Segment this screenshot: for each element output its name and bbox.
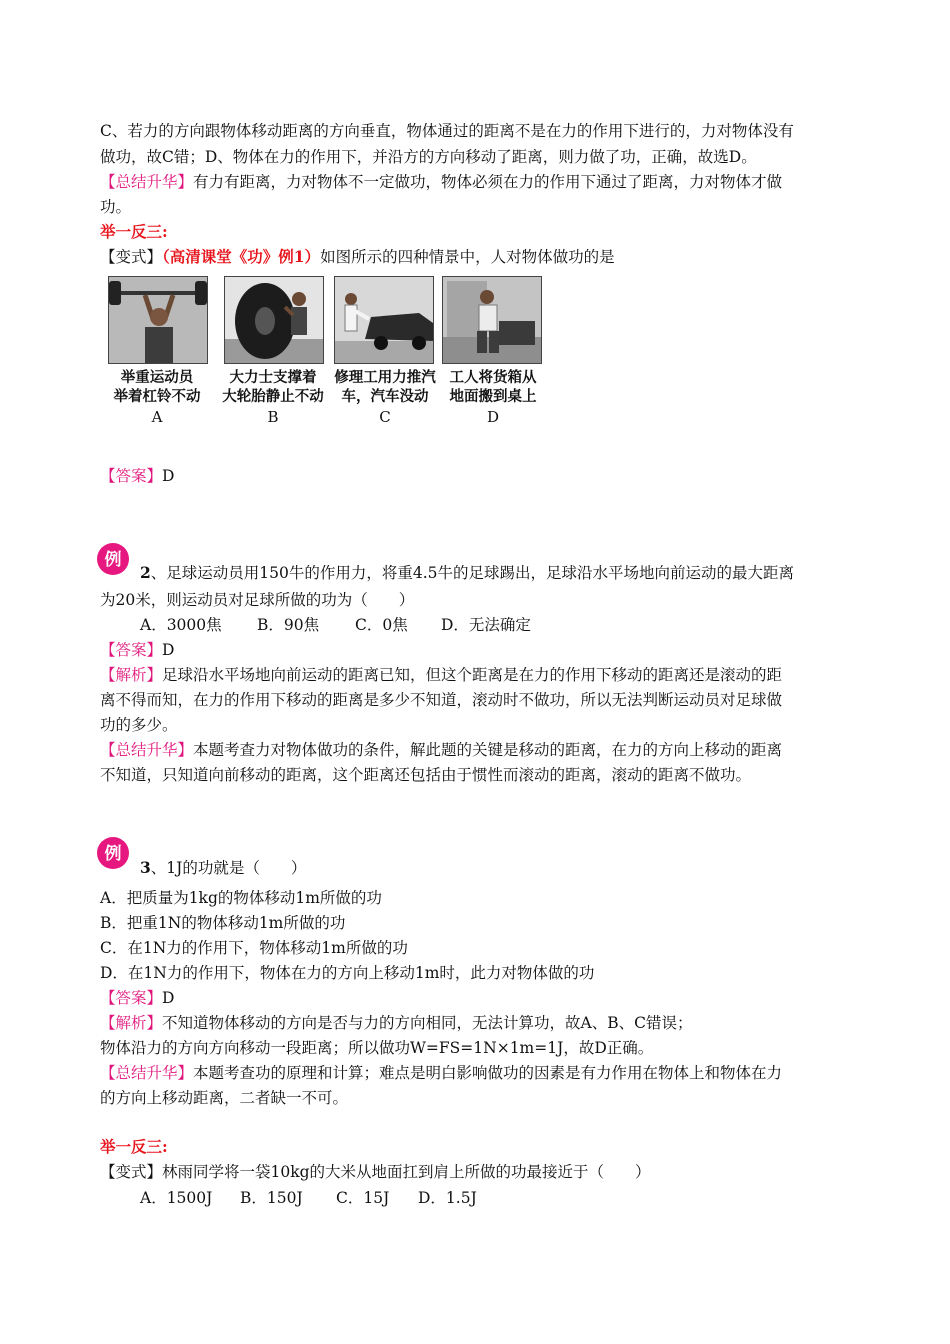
- question-text: 林雨同学将一袋10kg的大米从地面扛到肩上所做的功最接近于（ ）: [162, 1163, 651, 1181]
- option-a: A．3000焦: [140, 616, 222, 634]
- option-letter-c: C: [379, 408, 391, 426]
- example-number: 2: [140, 563, 151, 582]
- option-letter-a: A: [151, 408, 163, 426]
- analysis-text: 物体沿力的方向方向移动一段距离；所以做功W=FS=1N×1m=1J，故D正确。: [100, 1039, 654, 1057]
- scenario-figure: [108, 276, 548, 426]
- question-text: 为20米，则运动员对足球所做的功为（ ）: [100, 591, 415, 609]
- badge-text: 例: [104, 844, 122, 864]
- caption-line: 修理工用力推汽: [334, 369, 436, 386]
- option-letter-d: D: [486, 408, 500, 426]
- variant-label: 【变式】: [100, 248, 163, 266]
- analysis-paragraph: [100, 664, 860, 686]
- practice-heading: 举一反三:: [100, 222, 168, 241]
- summary-label: 【总结升华】: [100, 1064, 194, 1082]
- answer-line: [100, 639, 860, 661]
- answer-value: D: [162, 641, 175, 659]
- caption-line: 大力士支撑着: [229, 369, 317, 386]
- summary-text: 的方向上移动距离，二者缺一不可。: [100, 1089, 349, 1107]
- caption-line: 车，汽车没动: [341, 388, 429, 405]
- option-c: C．在1N力的作用下，物体移动1m所做的功: [100, 939, 408, 957]
- weightlifter-photo: [108, 276, 208, 364]
- option-c: C．15J: [336, 1189, 390, 1207]
- summary-label: 【总结升华】: [100, 173, 194, 191]
- summary-text: 本题考查功的原理和计算；难点是明白影响做功的因素是有力作用在物体上和物体在力: [193, 1064, 783, 1082]
- example-question: [140, 562, 860, 584]
- summary-text: 功。: [100, 198, 132, 216]
- option-b: B．90焦: [257, 616, 320, 634]
- summary-text: 有力有距离，力对物体不一定做功，物体必须在力的作用下通过了距离，力对物体才做: [193, 173, 783, 191]
- analysis-label: 【解析】: [100, 666, 163, 684]
- question-text: 、1J的功就是（ ）: [150, 859, 307, 877]
- analysis-text: 不知道物体移动的方向是否与力的方向相同，无法计算功，故A、B、C错误；: [162, 1014, 693, 1032]
- example-badge-icon: [96, 836, 130, 870]
- option-a: A．把质量为1kg的物体移动1m所做的功: [100, 889, 382, 907]
- body-text: 做功，故C错；D、物体在力的作用下，并沿方的方向移动了距离，则力做了功，正确，故选D。: [100, 148, 757, 166]
- caption-line: 地面搬到桌上: [449, 388, 537, 405]
- analysis-text: 足球沿水平场地向前运动的距离已知，但这个距离是在力的作用下移动的距离还是滚动的距: [162, 666, 783, 684]
- summary-label: 【总结升华】: [100, 741, 194, 759]
- analysis-text: 离不得而知，在力的作用下移动的距离是多少不知道，滚动时不做功，所以无法判断运动员对足球做: [100, 691, 783, 709]
- question-text: 、足球运动员用150牛的作用力，将重4.5牛的足球踢出，足球沿水平场地向前运动的最大距离: [150, 564, 795, 582]
- analysis-text: 功的多少。: [100, 716, 178, 734]
- variant-label: 【变式】: [100, 1163, 163, 1181]
- option-b: B．150J: [240, 1189, 303, 1207]
- summary-text: 本题考查力对物体做功的条件，解此题的关键是移动的距离，在力的方向上移动的距离: [193, 741, 783, 759]
- badge-text: 例: [104, 550, 122, 570]
- example-number: 3: [140, 858, 151, 877]
- answer-label: 【答案】: [100, 641, 163, 659]
- caption-line: 大轮胎静止不动: [222, 388, 324, 405]
- option-letter-b: B: [267, 408, 279, 426]
- summary-paragraph: [100, 739, 860, 761]
- summary-paragraph: [100, 1062, 860, 1084]
- caption-line: 工人将货箱从: [449, 369, 537, 386]
- option-a: A．1500J: [140, 1189, 213, 1207]
- caption-line: 举着杠铃不动: [113, 388, 201, 405]
- example-badge-icon: [96, 542, 130, 576]
- answer-value: D: [162, 989, 175, 1007]
- caption-line: 举重运动员: [120, 369, 194, 386]
- source-reference: （高清课堂《功》例1）: [162, 247, 321, 266]
- caption-a: [102, 368, 212, 406]
- options-row: [140, 614, 900, 636]
- option-d: D．1.5J: [418, 1189, 477, 1207]
- analysis-paragraph: [100, 1012, 860, 1034]
- summary-paragraph: [100, 171, 860, 193]
- option-b: B．把重1N的物体移动1m所做的功: [100, 914, 346, 932]
- answer-line: [100, 465, 860, 487]
- question-text: 如图所示的四种情景中，人对物体做功的是: [320, 248, 615, 266]
- car-push-photo: [334, 276, 434, 364]
- answer-line: [100, 987, 860, 1009]
- caption-c: [330, 368, 440, 406]
- analysis-label: 【解析】: [100, 1014, 163, 1032]
- answer-label: 【答案】: [100, 467, 163, 485]
- practice-heading: 举一反三:: [100, 1137, 168, 1156]
- tire-photo: [224, 276, 324, 364]
- caption-d: [438, 368, 548, 406]
- answer-value: D: [162, 467, 175, 485]
- box-lift-photo: [442, 276, 542, 364]
- caption-b: [218, 368, 328, 406]
- option-d: D．无法确定: [441, 616, 531, 634]
- option-c: C．0焦: [355, 616, 408, 634]
- variant-question: [100, 246, 860, 268]
- answer-label: 【答案】: [100, 989, 163, 1007]
- variant-question: [100, 1161, 860, 1183]
- options-row: [140, 1187, 900, 1209]
- example-question: [140, 857, 860, 879]
- summary-text: 不知道，只知道向前移动的距离，这个距离还包括由于惯性而滚动的距离，滚动的距离不做功。: [100, 766, 752, 784]
- body-text: C、若力的方向跟物体移动距离的方向垂直，物体通过的距离不是在力的作用下进行的，力对物体没有: [100, 122, 794, 140]
- option-d: D．在1N力的作用下，物体在力的方向上移动1m时，此力对物体做的功: [100, 964, 595, 982]
